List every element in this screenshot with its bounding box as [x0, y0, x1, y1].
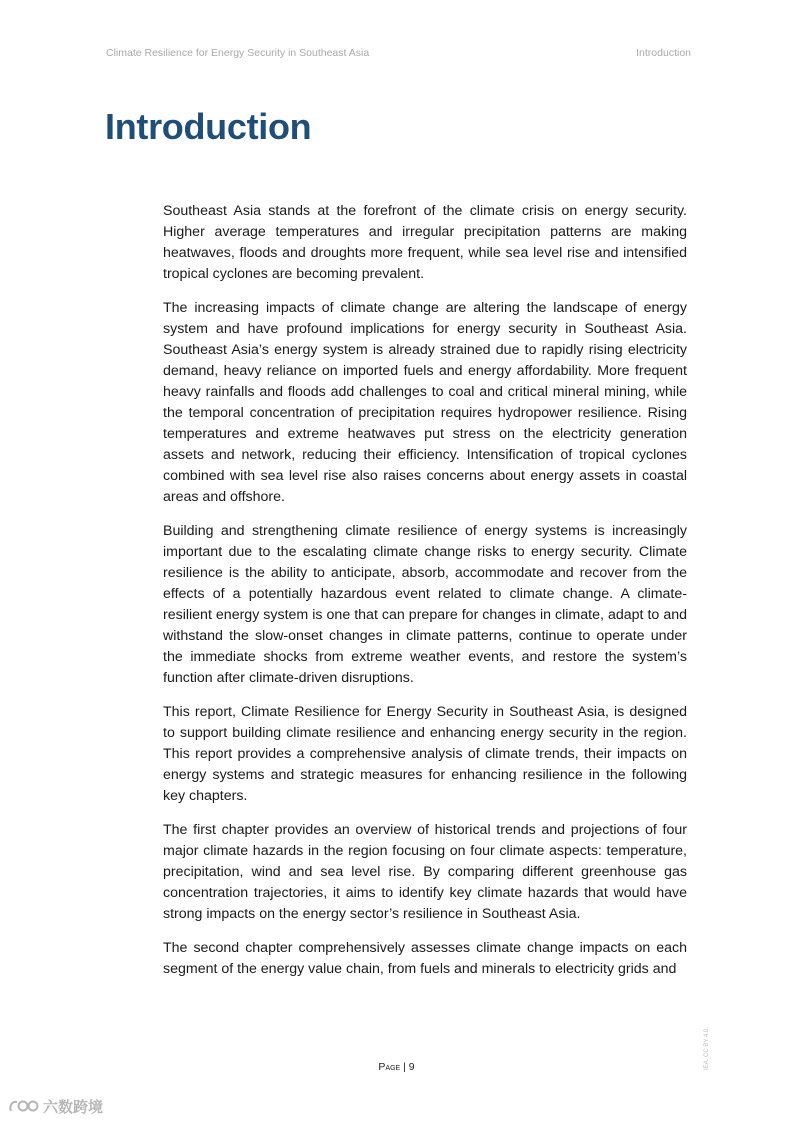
running-header [106, 47, 691, 63]
license-note: IEA. CC BY 4.0. [704, 1027, 710, 1070]
body-text [163, 201, 687, 993]
page-number: 9 [408, 1061, 415, 1073]
page-footer [0, 1061, 793, 1073]
paragraph-5: The first chapter provides an overview of historical trends and projections of four major climate hazards in the region focusing on four climate aspects: temperature, precipitation, wind and sea level rise. By comparing different greenhouse gas concentration trajectories, it aims to identify key climate hazards that would have strong impacts on the energy sector’s resilience in Southeast Asia. [163, 822, 687, 922]
watermark-logo-icon [8, 1097, 40, 1115]
watermark-text: 六数跨境 [43, 1098, 104, 1116]
header-report-title: Climate Resilience for Energy Security in Southeast Asia [106, 47, 370, 59]
paragraph-4: This report, Climate Resilience for Energy Security in Southeast Asia, is designed to support building climate resilience and enhancing energy security in the region. This report provides a comprehensive analysis of climate trends, their impacts on energy systems and strategic measures for enhancing resilience in the following key chapters. [163, 704, 687, 804]
watermark [8, 1094, 103, 1118]
page-title: Introduction [105, 106, 312, 147]
page-label: Page [378, 1061, 401, 1073]
paragraph-6: The second chapter comprehensively assesses climate change impacts on each segment of the energy value chain, from fuels and minerals to electricity grids and [163, 940, 687, 977]
paragraph-1: Southeast Asia stands at the forefront of the climate crisis on energy security. Higher average temperatures and irregular precipitation patterns are making heatwaves, floods and droughts more frequent, while sea level rise and intensified tropical cyclones are becoming prevalent. [163, 203, 687, 282]
paragraph-2: The increasing impacts of climate change are altering the landscape of energy system and have profound implications for energy security in Southeast Asia. Southeast Asia’s energy system is already strained due to rapidly rising electricity demand, heavy reliance on imported fuels and energy affordability. More frequent heavy rainfalls and floods add challenges to coal and critical mineral mining, while the temporal concentration of precipitation requires hydropower resilience. Rising temperatures and extreme heatwaves put stress on the electricity generation assets and network, reducing their efficiency. Intensification of tropical cyclones combined with sea level rise also raises concerns about energy assets in coastal areas and offshore. [163, 300, 687, 505]
page-separator: | [400, 1061, 409, 1073]
header-section-name: Introduction [636, 47, 691, 59]
paragraph-3: Building and strengthening climate resilience of energy systems is increasingly important due to the escalating climate change risks to energy security. Climate resilience is the ability to anticipate, absorb, accommodate and recover from the effects of a potentially hazardous event related to climate change. A climate-resilient energy system is one that can prepare for changes in climate, adapt to and withstand the slow-onset changes in climate patterns, continue to operate under the immediate shocks from extreme weather events, and restore the system’s function after climate-driven disruptions. [163, 523, 687, 686]
